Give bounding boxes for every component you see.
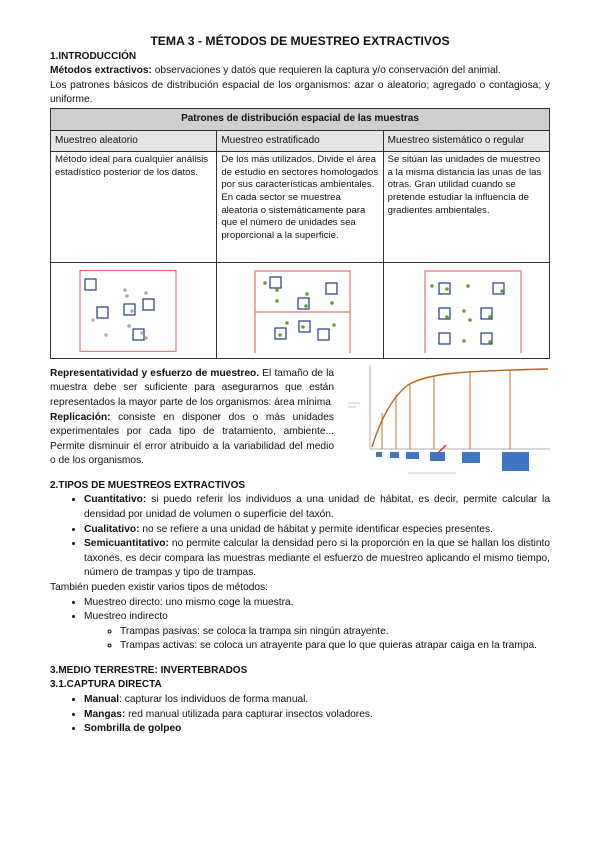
list-item: [84, 493, 550, 522]
diagram-sistematico-cell: [383, 263, 549, 359]
list-item: [84, 523, 550, 538]
diagram-aleatorio-cell: [51, 263, 217, 359]
list-item: ◦ Trampas activas: se coloca un atrayente para que lo que quieras atrapar caiga en la trampa.: [120, 639, 550, 654]
patterns-table: [50, 108, 550, 359]
stratified-sampling-diagram: [217, 263, 387, 353]
representatividad-body: El tamaño de la muestra debe ser suficiente para asegurarnos que están representados la mayor parte de los organismos: área mínima: [50, 367, 334, 408]
column-header-estratificado: Muestreo estratificado: [217, 130, 383, 152]
list-item: [84, 722, 550, 737]
replicacion-body: consiste en disponer dos o más unidades experimentales por cada tipo de tratamiento, ambiente... Permite disminuir el error atribuido a la variabilidad del medio o de los organismos.: [50, 411, 334, 467]
list-item: [84, 537, 550, 581]
methods-intro: También pueden existir varios tipos de métodos:: [50, 581, 269, 593]
intro-term: Métodos extractivos:: [50, 65, 152, 77]
list-item: [84, 610, 550, 654]
list-item: ◦ Trampas pasivas: se coloca la trampa sin ningún atrayente.: [120, 625, 550, 640]
medio-heading: 3.MEDIO TERRESTRE: INVERTEBRADOS: [50, 664, 248, 676]
list-item-term: Cuantitativo:: [84, 494, 147, 506]
systematic-sampling-diagram: [384, 263, 554, 353]
random-sampling-diagram: [51, 263, 206, 353]
list-item-term: Cualitativo:: [84, 523, 140, 535]
representatividad-text: [50, 367, 334, 469]
intro-heading: 1.INTRODUCCIÓN: [50, 50, 137, 62]
list-item-term: Mangas:: [84, 708, 126, 720]
replicacion-term: Replicación:: [50, 411, 111, 423]
tipos-list: [50, 493, 550, 581]
intro-paragraph-1: [50, 64, 550, 79]
tipos-heading: 2.TIPOS DE MUESTREOS EXTRACTIVOS: [50, 479, 246, 491]
list-item-text: red manual utilizada para capturar insectos voladores.: [125, 708, 373, 720]
list-item-text: si puedo referir los individuos a una unidad de hábitat, es decir, permite calcular la densidad por unidad de volumen o superficie del taxón.: [84, 494, 550, 520]
description-aleatorio: Método ideal para cualquier análisis estadístico posterior de los datos.: [51, 152, 217, 263]
list-item-term: Semicuantitativo:: [84, 538, 169, 550]
captura-list: [50, 693, 550, 737]
intro-paragraph-2: Los patrones básicos de distribución espacial de los organismos: azar o aleatorio; agregado o contagiosa; y uniforme.: [50, 79, 550, 106]
list-item-text: no se refiere a una unidad de hábitat y permite identificar especies presentes.: [139, 523, 493, 535]
list-item: [84, 708, 550, 723]
list-item-term: Sombrilla de golpeo: [84, 723, 182, 735]
page-title: TEMA 3 - MÉTODOS DE MUESTREO EXTRACTIVOS: [150, 34, 450, 48]
list-item: [84, 693, 550, 708]
list-item: • Muestreo directo: uno mismo coge la muestra.: [84, 596, 550, 611]
column-header-aleatorio: Muestreo aleatorio: [51, 130, 217, 152]
intro-text: observaciones y datos que requieren la captura y/o conservación del animal.: [151, 65, 501, 77]
representatividad-term: Representatividad y esfuerzo de muestreo.: [50, 367, 260, 379]
document-page: [50, 34, 550, 737]
column-header-sistematico: Muestreo sistemático o regular: [383, 130, 549, 152]
diagram-estratificado-cell: [217, 263, 383, 359]
list-item-term: Manual: [84, 694, 120, 706]
list-item-text: no permite calcular la densidad pero si la proporción en la que se hallan los distinto taxones, es decir compara las muestras mediante el esfuerzo de muestreo aplicando el mismo tiempo, número de trampas y tipo de trampas.: [84, 538, 550, 579]
species-area-curve-figure: [342, 361, 554, 479]
list-item-text: Muestreo indirecto: [84, 611, 168, 623]
traps-list: [84, 625, 550, 654]
methods-list: [50, 596, 550, 654]
list-item-text: : capturar los individuos de forma manual.: [119, 694, 309, 706]
representatividad-section: [50, 367, 550, 477]
description-sistematico: Se sitúan las unidades de muestreo a la misma distancia las unas de las otras. Gran utilidad cuando se pretende estudiar la influencia de gradientes ambientales.: [383, 152, 549, 263]
description-estratificado: De los más utilizados. Divide el área de estudio en sectores homologados por sus características ambientales. En cada sector se muestrea aleatoria o sistemáticamente para que el número de unidades sea proporcional a la superficie.: [217, 152, 383, 263]
table-header: Patrones de distribución espacial de las muestras: [51, 108, 550, 130]
captura-subheading: 3.1.CAPTURA DIRECTA: [50, 679, 162, 691]
